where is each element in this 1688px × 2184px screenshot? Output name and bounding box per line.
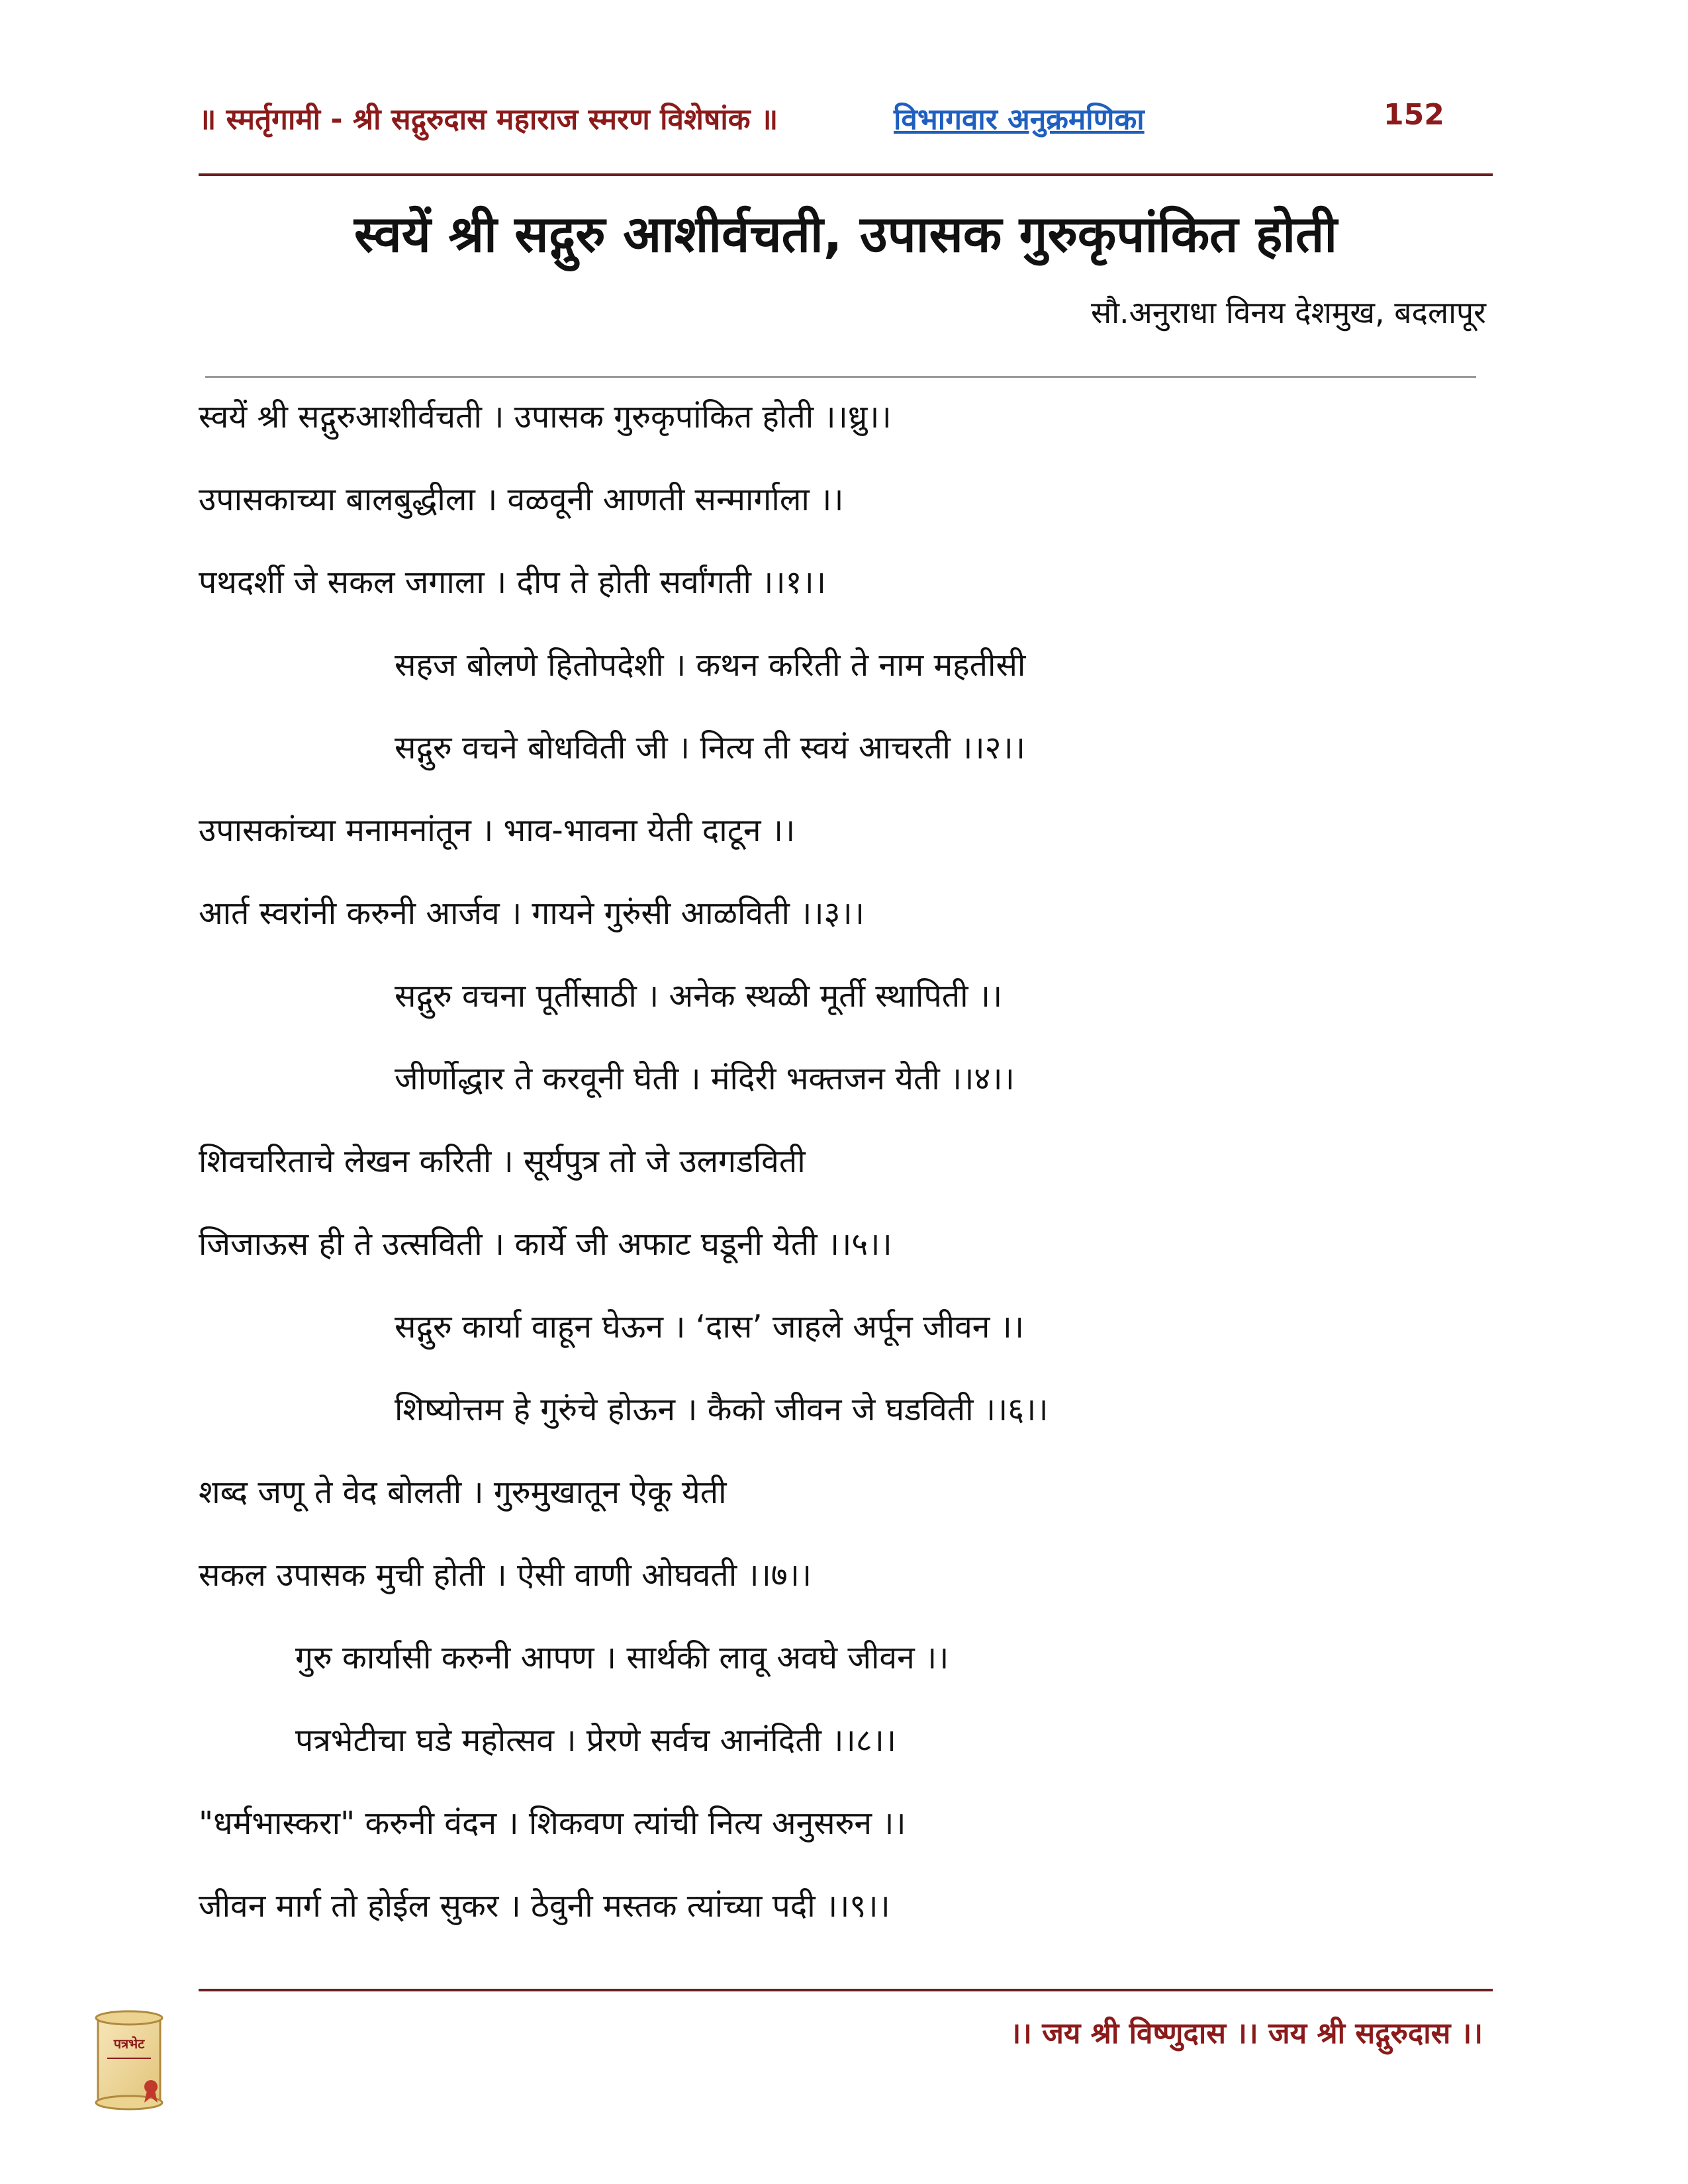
poem-line: आर्त स्वरांनी करुनी आर्जव । गायने गुरुंसी आळविती ।।३।। [199,895,865,932]
poem-line: स्वयें श्री सद्गुरुआशीर्वचती । उपासक गुरुकृपांकित होती ।।ध्रु।। [199,398,892,435]
footer-slogan: ।। जय श्री विष्णुदास ।। जय श्री सद्गुरुदास ।। [1009,2017,1483,2050]
page-header [199,98,1489,151]
magazine-title: ॥ स्मर्तृगामी - श्री सद्गुरुदास महाराज स्मरण विशेषांक ॥ [199,103,778,136]
poem-line: शब्द जणू ते वेद बोलती । गुरुमुखातून ऐकू येती [199,1474,727,1511]
poem-line: जीवन मार्ग तो होईल सुकर । ठेवुनी मस्तक त्यांच्या पदी ।।९।। [199,1888,890,1925]
poem-line: जीर्णोद्धार ते करवूनी घेती । मंदिरी भक्तजन येती ।।४।। [395,1060,1015,1097]
footer-divider [199,1989,1493,1991]
scroll-logo-icon [93,2009,165,2115]
poem-line: शिष्योत्तम हे गुरुंचे होऊन । कैको जीवन जे घडविती ।।६।। [395,1391,1049,1428]
title-divider [205,376,1476,378]
poem-line: सकल उपासक मुची होती । ऐसी वाणी ओघवती ।।७।। [199,1557,812,1594]
poem-line: सहज बोलणे हितोपदेशी । कथन करिती ते नाम महतीसी [395,647,1026,684]
poem-line: पत्रभेटीचा घडे महोत्सव । प्रेरणे सर्वच आनंदिती ।।८।। [295,1722,896,1759]
poem-line: शिवचरिताचे लेखन करिती । सूर्यपुत्र तो जे उलगडविती [199,1143,806,1180]
poem-line: जिजाऊस ही ते उत्सविती । कार्ये जी अफाट घडूनी येती ।।५।। [199,1226,892,1263]
poem-line: पथदर्शी जे सकल जगाला । दीप ते होती सर्वांगती ।।१।। [199,564,826,601]
poem-line: "धर्मभास्करा" करुनी वंदन । शिकवण त्यांची नित्य अनुसरुन ।। [199,1805,906,1842]
poem-line: सद्गुरु वचना पूर्तीसाठी । अनेक स्थळी मूर्ती स्थापिती ।। [395,978,1003,1015]
poem-line: सद्गुरु कार्या वाहून घेऊन । ‘दास’ जाहले अर्पून जीवन ।। [395,1308,1025,1345]
page-number: 152 [1383,98,1444,132]
poem-line: उपासकाच्या बालबुद्धीला । वळवूनी आणती सन्मार्गाला ।। [199,481,844,518]
header-divider [199,173,1493,176]
poem-line: सद्गुरु वचने बोधविती जी । नित्य ती स्वयं आचरती ।।२।। [395,729,1025,766]
index-link[interactable]: विभागवार अनुक्रमणिका [894,103,1145,136]
author-byline: सौ.अनुराधा विनय देशमुख, बदलापूर [1090,295,1486,330]
article-title: स्वयें श्री सद्गुरु आशीर्वचती, उपासक गुरुकृपांकित होती [353,205,1338,263]
poem-line: गुरु कार्यासी करुनी आपण । सार्थकी लावू अवघे जीवन ।। [295,1639,949,1676]
logo-text: पत्रभेट [113,2036,145,2052]
poem-line: उपासकांच्या मनामनांतून । भाव-भावना येती दाटून ।। [199,812,796,849]
